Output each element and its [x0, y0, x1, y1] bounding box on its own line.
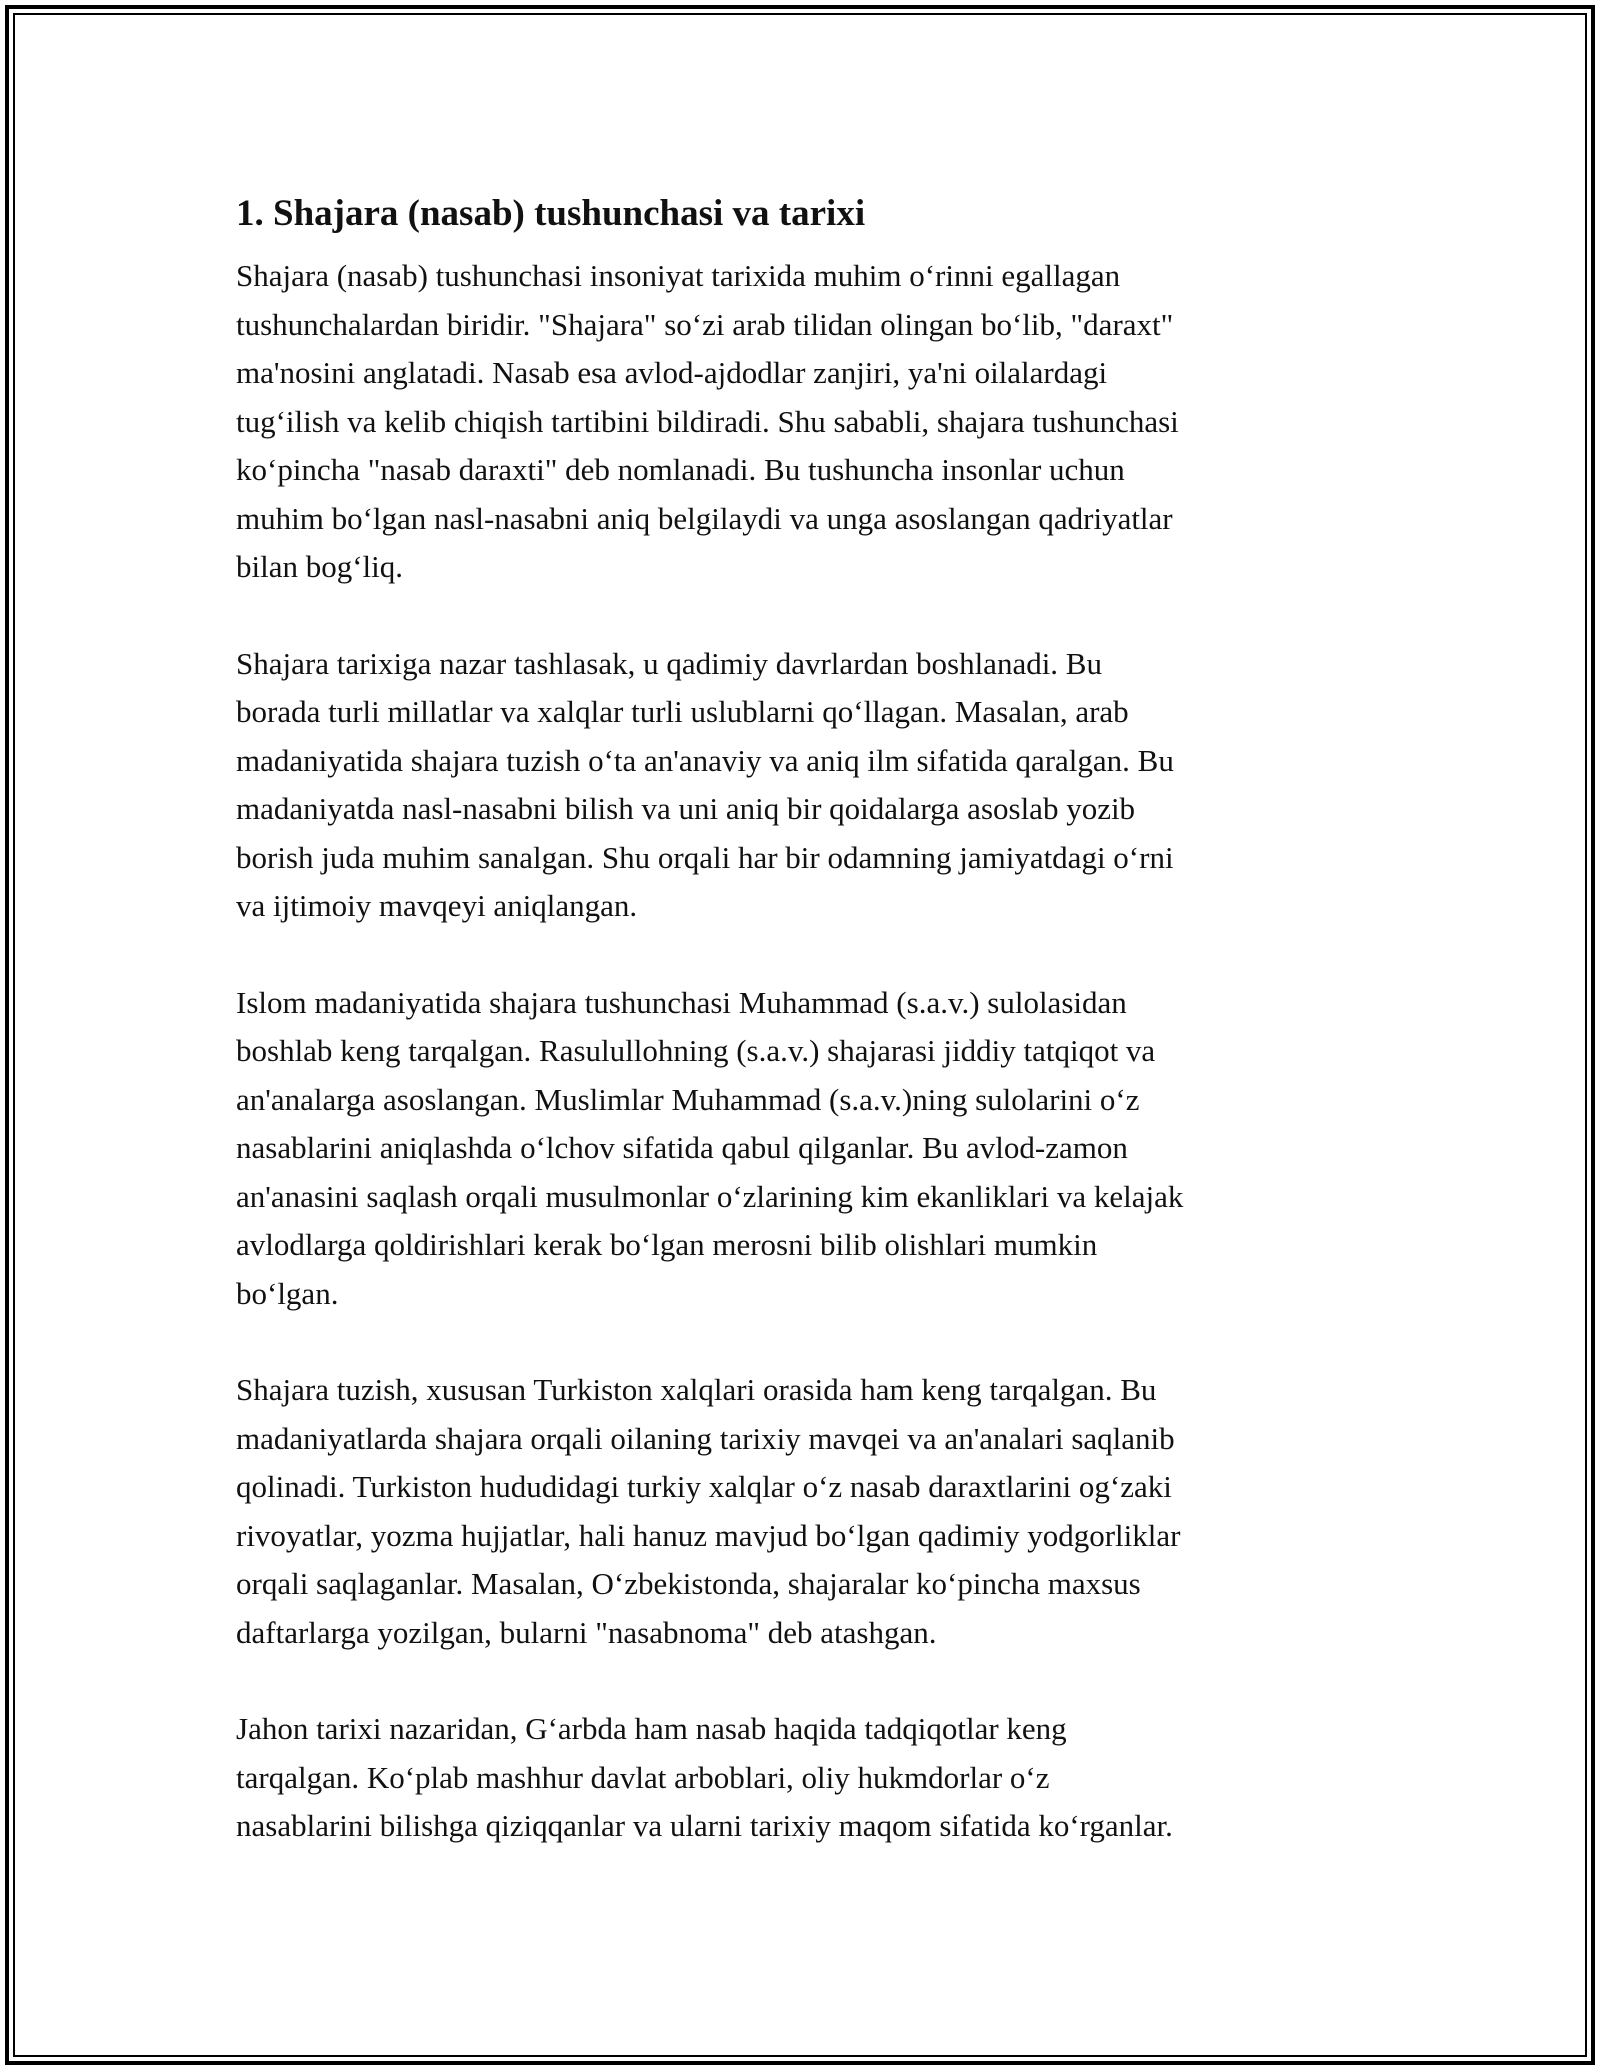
- paragraph-1: [236, 252, 1386, 592]
- text-line: an'anasini saqlash orqali musulmonlar o‘zlarining kim ekanliklari va kelajak: [236, 1178, 1184, 1214]
- text-line: avlodlarga qoldirishlari kerak bo‘lgan merosni bilib olishlari mumkin: [236, 1227, 1098, 1262]
- text-line: ko‘pincha "nasab daraxti" deb nomlanadi. Bu tushuncha insonlar uchun: [236, 452, 1125, 487]
- text-line: ma'nosini anglatadi. Nasab esa avlod-ajdodlar zanjiri, ya'ni oilalardagi: [236, 355, 1108, 390]
- text-line: madaniyatida shajara tuzish o‘ta an'anaviy va aniq ilm sifatida qaralgan. Bu: [236, 742, 1174, 778]
- text-line: tushunchalardan biridir. "Shajara" so‘zi arab tilidan olingan bo‘lib, "daraxt": [236, 306, 1174, 342]
- text-line: orqali saqlaganlar. Masalan, O‘zbekistonda, shajaralar ko‘pincha maxsus: [236, 1566, 1141, 1601]
- text-line: madaniyatlarda shajara orqali oilaning tarixiy mavqei va an'analari saqlanib: [236, 1420, 1175, 1456]
- text-line: Jahon tarixi nazaridan, G‘arbda ham nasab haqida tadqiqotlar keng: [236, 1711, 1067, 1746]
- text-line: an'analarga asoslangan. Muslimlar Muhammad (s.a.v.)ning sulolarini o‘z: [236, 1081, 1140, 1117]
- text-line: nasablarini aniqlashda o‘lchov sifatida qabul qilganlar. Bu avlod-zamon: [236, 1130, 1128, 1165]
- document-body: [236, 184, 1386, 1899]
- text-line: va ijtimoiy mavqeyi aniqlangan.: [236, 888, 638, 923]
- text-line: borada turli millatlar va xalqlar turli uslublarni qo‘llagan. Masalan, arab: [236, 694, 1129, 729]
- text-line: nasablarini bilishga qiziqqanlar va ularni tarixiy maqom sifatida ko‘rganlar.: [236, 1808, 1173, 1843]
- text-line: muhim bo‘lgan nasl-nasabni aniq belgilaydi va unga asoslangan qadriyatlar: [236, 500, 1173, 536]
- text-line: boshlab keng tarqalgan. Rasulullohning (s.a.v.) shajarasi jiddiy tatqiqot va: [236, 1033, 1156, 1068]
- text-line: Shajara tuzish, xususan Turkiston xalqlari orasida ham keng tarqalgan. Bu: [236, 1372, 1157, 1407]
- text-line: tug‘ilish va kelib chiqish tartibini bildiradi. Shu sababli, shajara tushunchasi: [236, 403, 1179, 439]
- text-line: tarqalgan. Ko‘plab mashhur davlat arboblari, oliy hukmdorlar o‘z: [236, 1759, 1050, 1795]
- text-line: madaniyatda nasl-nasabni bilish va uni aniq bir qoidalarga asoslab yozib: [236, 791, 1136, 826]
- text-line: Shajara (nasab) tushunchasi insoniyat tarixida muhim o‘rinni egallagan: [236, 258, 1121, 293]
- text-line: bilan bog‘liq.: [236, 549, 404, 584]
- paragraph-4: [236, 1366, 1386, 1657]
- text-line: rivoyatlar, yozma hujjatlar, hali hanuz mavjud bo‘lgan qadimiy yodgorliklar: [236, 1517, 1181, 1553]
- text-line: Islom madaniyatida shajara tushunchasi Muhammad (s.a.v.) sulolasidan: [236, 984, 1127, 1020]
- text-line: Shajara tarixiga nazar tashlasak, u qadimiy davrlardan boshlanadi. Bu: [236, 645, 1102, 681]
- section-heading: 1. Shajara (nasab) tushunchasi va tarixi: [236, 193, 866, 234]
- text-line: borish juda muhim sanalgan. Shu orqali har bir odamning jamiyatdagi o‘rni: [236, 839, 1174, 875]
- paragraph-5: [236, 1705, 1386, 1851]
- paragraph-2: [236, 640, 1386, 931]
- text-line: bo‘lgan.: [236, 1275, 339, 1311]
- text-line: daftarlarga yozilgan, bularni "nasabnoma" deb atashgan.: [236, 1614, 937, 1650]
- text-line: qolinadi. Turkiston hududidagi turkiy xalqlar o‘z nasab daraxtlarini og‘zaki: [236, 1469, 1172, 1504]
- paragraph-3: [236, 979, 1386, 1319]
